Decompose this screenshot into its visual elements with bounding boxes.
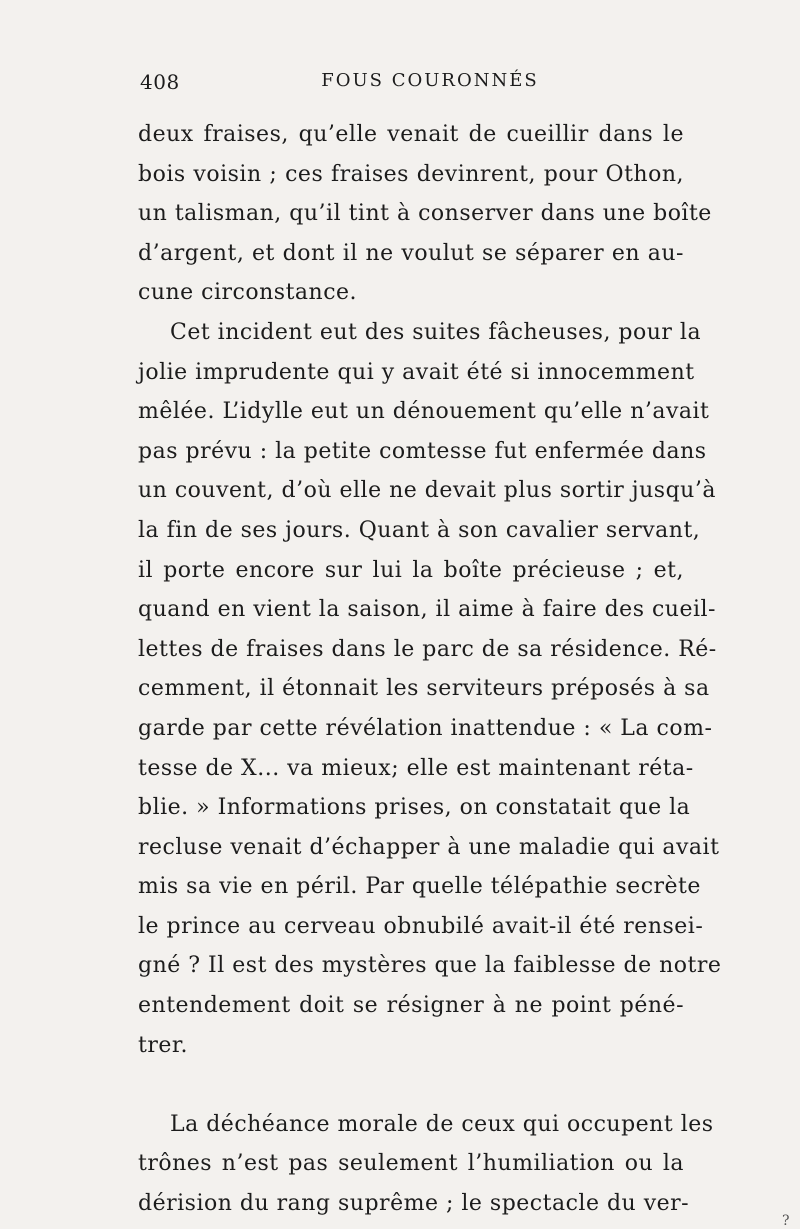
text-line: garde par cette révélation inattendue : « La com- [138, 715, 713, 741]
page-number: 408 [140, 70, 180, 94]
text-line: La déchéance morale de ceux qui occupent les [170, 1111, 714, 1137]
text-line: tesse de X... va mieux; elle est maintenant réta- [138, 755, 694, 781]
text-line: Cet incident eut des suites fâcheuses, pour la [170, 319, 702, 345]
text-line: cemment, il étonnait les serviteurs préposés à sa [138, 676, 710, 702]
text-line: gné ? Il est des mystères que la faiblesse de notre [138, 953, 722, 979]
text-line: quand en vient la saison, il aime à faire des cueil- [138, 597, 716, 623]
text-line: trônes n’est pas seulement l’humiliation ou la [138, 1151, 684, 1177]
text-line: la fin de ses jours. Quant à son cavalier servant, [138, 517, 701, 543]
text-line: blie. » Informations prises, on constatait que la [138, 795, 691, 821]
running-head [140, 70, 680, 96]
paragraph-3 [138, 1105, 714, 1224]
paragraph-2 [138, 313, 722, 1065]
running-title: FOUS COURONNÉS [321, 70, 539, 91]
paragraph-1 [138, 115, 712, 313]
text-line: recluse venait d’échapper à une maladie qui avait [138, 834, 720, 860]
text-line: deux fraises, qu’elle venait de cueillir dans le [138, 122, 684, 147]
paragraph-gap [138, 1065, 684, 1105]
text-line: trer. [138, 1032, 188, 1058]
text-line: dérision du rang suprême ; le spectacle du ver- [138, 1191, 690, 1217]
text-line: cune circonstance. [138, 280, 358, 306]
text-line: un talisman, qu’il tint à conserver dans une boîte [138, 201, 712, 227]
text-line: un couvent, d’où elle ne devait plus sortir jusqu’à [138, 478, 716, 504]
text-line: le prince au cerveau obnubilé avait-il été rensei- [138, 913, 704, 939]
text-line: mêlée. L’idylle eut un dénouement qu’elle n’avait [138, 399, 710, 425]
text-line: il porte encore sur lui la boîte précieuse ; et, [138, 557, 684, 583]
text-line: lettes de fraises dans le parc de sa résidence. Ré- [138, 636, 717, 662]
text-line: mis sa vie en péril. Par quelle télépathie secrète [138, 874, 701, 900]
text-line: entendement doit se résigner à ne point péné- [138, 993, 684, 1019]
text-line: jolie imprudente qui y avait été si innocemment [138, 359, 695, 385]
body-text [138, 115, 722, 1224]
text-line: d’argent, et dont il ne voulut se séparer en au- [138, 240, 684, 266]
text-line: bois voisin ; ces fraises devinrent, pour Othon, [138, 161, 684, 187]
stray-mark: ? [782, 1213, 790, 1229]
text-line: pas prévu : la petite comtesse fut enfermée dans [138, 438, 707, 464]
